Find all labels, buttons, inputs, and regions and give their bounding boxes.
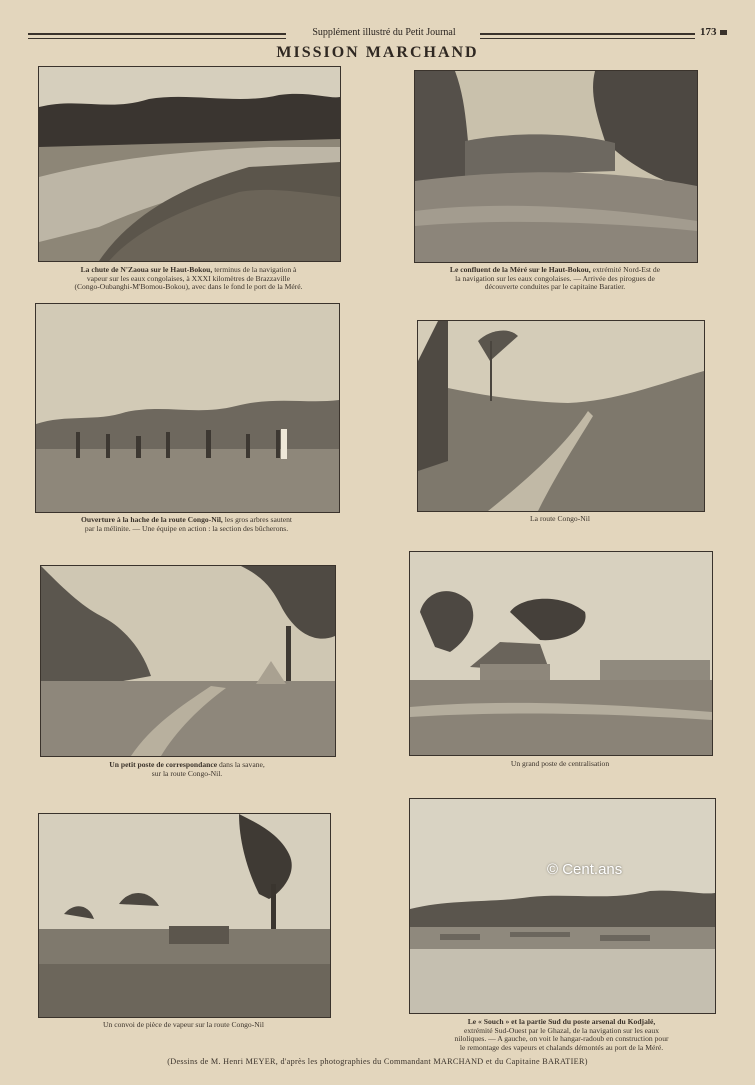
photo-nzaoua-falls (38, 66, 341, 262)
photo-kodjale-arsenal (409, 798, 716, 1014)
caption-nzaoua-falls: La chute de N'Zaoua sur le Haut-Bokou, terminus de la navigation à vapeur sur les eaux congolaises, à XXXI kilomètres de Brazzaville (Congo-Oubanghi-M'Bomou-Bokou), avec dans le fond le port de la Méré. (74, 265, 303, 292)
illustration-credit: (Dessins de M. Henri MEYER, d'après les photographies du Commandant MARCHAND et du Capitaine BARATIER) (167, 1057, 588, 1066)
photo-central-post (409, 551, 713, 756)
caption-congo-nil-road: La route Congo-Nil (530, 514, 590, 523)
photo-steam-convoy (38, 813, 331, 1018)
caption-mere-confluence: Le confluent de la Méré sur le Haut-Bokou, extrémité Nord-Est de la navigation sur les eaux congolaises. — Arrivée des pirogues de découverte conduites par le capitaine Baratier. (449, 265, 661, 292)
running-title: Supplément illustré du Petit Journal (312, 27, 456, 38)
header-rule-right (480, 33, 695, 39)
page-number: 173 (700, 26, 727, 38)
caption-small-post: Un petit poste de correspondance dans la savane, sur la route Congo-Nil. (109, 760, 265, 778)
watermark: © Cent.ans (547, 861, 623, 878)
photo-axe-clearing (35, 303, 340, 513)
photo-congo-nil-road (417, 320, 705, 512)
header-rule-left (28, 33, 286, 39)
caption-axe-clearing: Ouverture à la hache de la route Congo-Nil, les gros arbres sautent par la mélinite. — Une équipe en action : la section des bûcherons. (80, 515, 293, 533)
page-header (28, 26, 717, 41)
caption-kodjale-arsenal: Le « Souch » et la partie Sud du poste arsenal du Kodjalé, extrémité Sud-Ouest par le Ghazal, de la navigation sur les eaux niloliques. — A gauche, on voit le hangar-radoub en construction pour le remontage des vapeurs et chalands démontés au port de la Méré. (454, 1017, 669, 1052)
photo-mere-confluence (414, 70, 698, 263)
photo-small-post (40, 565, 336, 757)
page-title: MISSION MARCHAND (276, 44, 479, 61)
caption-central-post: Un grand poste de centralisation (510, 759, 610, 768)
caption-steam-convoy: Un convoi de pièce de vapeur sur la route Congo-Nil (103, 1020, 264, 1029)
